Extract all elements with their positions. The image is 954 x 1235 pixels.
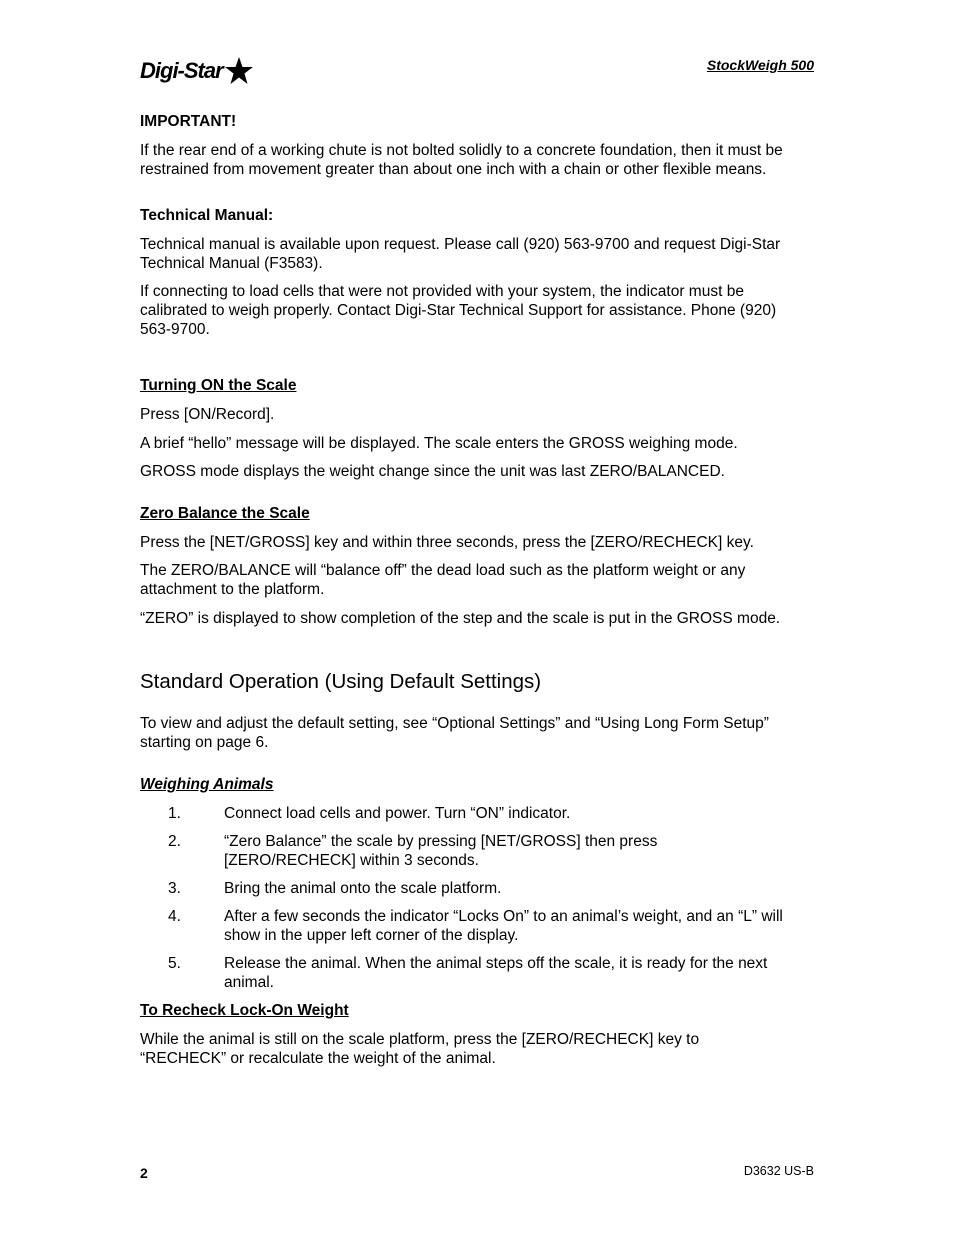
standard-operation-heading: Standard Operation (Using Default Settings): [140, 670, 542, 693]
zero-balance-heading: Zero Balance the Scale: [140, 505, 310, 522]
list-item: [168, 832, 818, 870]
weighing-animals-heading: Weighing Animals: [140, 776, 274, 793]
technical-manual-paragraph-1: Technical manual is available upon request. Please call (920) 563-9700 and request Digi-Star Technical Manual (F3583).: [140, 236, 781, 272]
logo-text: Digi-Star: [140, 58, 223, 83]
document-name: StockWeigh 500: [706, 57, 814, 73]
list-item-text: Bring the animal onto the scale platform.: [224, 880, 502, 897]
important-text: If the rear end of a working chute is not bolted solidly to a concrete foundation, then it must be restrained from movement greater than about one inch with a chain or other flexible means.: [140, 142, 783, 178]
zero-balance-paragraph-2: The ZERO/BALANCE will “balance off” the dead load such as the platform weight or any attachment to the platform.: [140, 562, 746, 598]
zero-balance-paragraph-3: “ZERO” is displayed to show completion of the step and the scale is put in the GROSS mode.: [140, 610, 781, 627]
list-item: [168, 907, 818, 945]
list-item-text: Release the animal. When the animal steps off the scale, it is ready for the next animal.: [224, 955, 768, 991]
zero-balance-paragraph-1: Press the [NET/GROSS] key and within three seconds, press the [ZERO/RECHECK] key.: [140, 534, 754, 551]
list-item-number: 3.: [168, 880, 181, 897]
list-item-text: Connect load cells and power. Turn “ON” indicator.: [224, 805, 571, 822]
star-icon: [224, 56, 254, 86]
list-item-number: 5.: [168, 955, 181, 972]
document-code: D3632 US-B: [743, 1164, 814, 1178]
list-item-text: After a few seconds the indicator “Locks On” to an animal’s weight, and an “L” will show in the upper left corner of the display.: [224, 908, 783, 944]
technical-manual-paragraph-2: If connecting to load cells that were not provided with your system, the indicator must be calibrated to weigh properly. Contact Digi-Star Technical Support for assistance. Phone (920) 563-9700.: [140, 283, 777, 338]
list-item: [168, 879, 818, 898]
digi-star-logo: [140, 56, 254, 86]
list-item: [168, 954, 818, 992]
list-item-number: 2.: [168, 833, 181, 850]
list-item-number: 1.: [168, 805, 181, 822]
list-item-text: “Zero Balance” the scale by pressing [NET/GROSS] then press [ZERO/RECHECK] within 3 seconds.: [224, 833, 658, 869]
turning-on-heading: Turning ON the Scale: [140, 377, 297, 394]
recheck-heading: To Recheck Lock-On Weight: [140, 1002, 349, 1019]
list-item-number: 4.: [168, 908, 181, 925]
turning-on-paragraph-3: GROSS mode displays the weight change since the unit was last ZERO/BALANCED.: [140, 463, 725, 480]
turning-on-paragraph-2: A brief “hello” message will be displayed. The scale enters the GROSS weighing mode.: [140, 435, 738, 452]
standard-operation-paragraph: To view and adjust the default setting, see “Optional Settings” and “Using Long Form Setup” starting on page 6.: [140, 715, 769, 751]
technical-manual-heading: Technical Manual:: [140, 207, 274, 224]
important-heading: IMPORTANT!: [140, 113, 237, 130]
recheck-paragraph: While the animal is still on the scale platform, press the [ZERO/RECHECK] key to “RECHECK” or recalculate the weight of the animal.: [140, 1031, 700, 1067]
page-number: 2: [140, 1165, 148, 1181]
list-item: [168, 804, 818, 823]
turning-on-paragraph-1: Press [ON/Record].: [140, 406, 275, 423]
